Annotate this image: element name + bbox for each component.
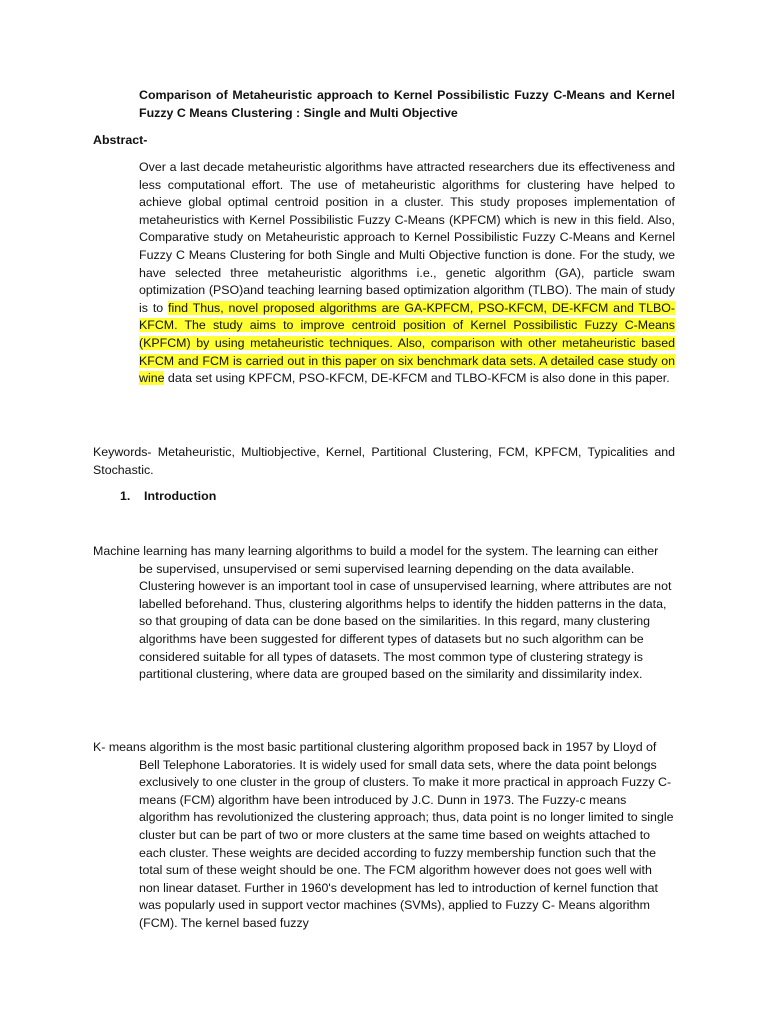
abstract-text-end: data set using KPFCM, PSO-KFCM, DE-KFCM and TLBO-KFCM is also done in this paper. <box>164 371 670 386</box>
paper-title: Comparison of Metaheuristic approach to Kernel Possibilistic Fuzzy C-Means and Kernel Fuzzy C Means Clustering : Single and Multi Objective <box>139 88 675 120</box>
section-heading-introduction <box>120 488 216 506</box>
section-title: Introduction <box>144 489 217 503</box>
abstract-highlighted-text: find Thus, novel proposed algorithms are GA-KPFCM, PSO-KFCM, DE-KFCM and TLBO-KFCM. The study aims to improve centroid position of Kernel Possibilistic Fuzzy C-Means (KPFCM) by using metaheuristic techniques. Also, comparison with other metaheuristic based KFCM and FCM is carried out in this paper on six benchmark data sets. A detailed case study on wine <box>139 300 675 386</box>
paragraph: K- means algorithm is the most basic partitional clustering algorithm proposed back in 1957 by Lloyd of Bell Telephone Laboratories. It is widely used for small data sets, where the data point belongs exclusively to one cluster in the group of clusters. To make it more practical in approach Fuzzy C-means (FCM) algorithm have been introduced by J.C. Dunn in 1973. The Fuzzy-c means algorithm has revolutionized the clustering approach; thus, data point is no longer limited to single cluster but can be part of two or more clusters at the same time based on weights attached to each cluster. These weights are decided according to fuzzy membership function such that the total sum of these weight should be one. The FCM algorithm however does not goes well with non linear dataset. Further in 1960's development has led to introduction of kernel function that was popularly used in support vector machines (SVMs), applied to Fuzzy C- Means algorithm (FCM). The kernel based fuzzy <box>93 740 674 930</box>
abstract-text: Over a last decade metaheuristic algorithms have attracted researchers due its effectiveness and less computational effort. The use of metaheuristic algorithms for clustering have helped to achieve global optimal centroid position in a cluster. This study proposes implementation of metaheuristics with Kernel Possibilistic Fuzzy C-Means (KPFCM) which is new in this field. Also, Comparative study on Metaheuristic approach to Kernel Possibilistic Fuzzy C-Means and Kernel Fuzzy C Means Clustering for both Single and Multi Objective function is done. For the study, we have selected three metaheuristic algorithms i.e., genetic algorithm (GA), particle swam optimization (PSO)and teaching learning based optimization algorithm (TLBO). The main of study is to <box>139 160 675 315</box>
paragraph: Machine learning has many learning algorithms to build a model for the system. The learning can either be supervised, unsupervised or semi supervised learning depending on the data available. Clustering however is an important tool in case of unsupervised learning, where attributes are not labelled beforehand. Thus, clustering algorithms helps to identify the hidden patterns in the data, so that grouping of data can be done based on the similarities. In this regard, many clustering algorithms have been suggested for different types of datasets but no such algorithm can be considered suitable for all types of datasets. The most common type of clustering strategy is partitional clustering, where data are grouped based on the similarity and dissimilarity index. <box>93 544 672 682</box>
abstract-body <box>139 159 675 388</box>
keywords: Keywords- Metaheuristic, Multiobjective, Kernel, Partitional Clustering, FCM, KPFCM, Typicalities and Stochastic. <box>93 445 675 477</box>
abstract-heading: Abstract- <box>93 133 148 147</box>
section-number: 1. <box>120 489 131 503</box>
